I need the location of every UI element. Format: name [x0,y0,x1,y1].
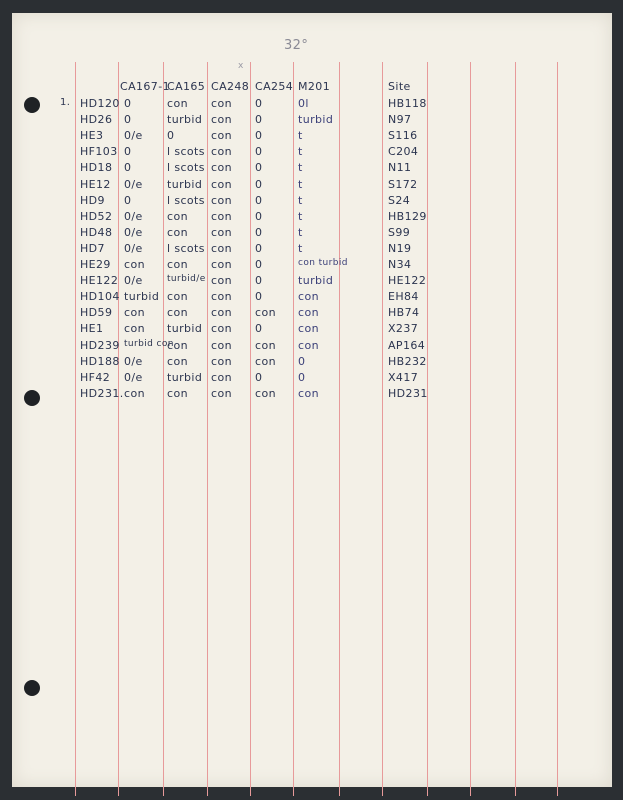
column-rule [207,62,208,796]
result-cell: 0/e [124,274,143,288]
site-cell: HB232 [388,354,427,368]
column-rule [118,62,119,796]
sample-id-cell: HD52 [80,209,113,223]
site-cell: S172 [388,177,418,191]
result-cell: t [298,225,303,239]
result-cell: 0 [124,145,132,159]
sample-id-cell: HE122 [80,274,119,288]
result-cell: 0 [255,113,263,127]
site-cell: AP164 [388,338,426,352]
result-cell: turbid [298,274,334,288]
sample-id-cell: HD188 [80,354,120,368]
result-cell: con [167,290,188,304]
result-cell: t [298,209,303,223]
result-cell: con [211,97,232,110]
result-cell: con [167,306,188,320]
result-cell: 0 [124,113,132,127]
site-cell: N11 [388,161,412,175]
result-cell: con [298,322,319,336]
result-cell: 0/e [124,370,143,384]
result-cell: con [298,290,319,304]
site-cell: X237 [388,322,419,336]
sample-id-cell: HD48 [80,225,113,239]
result-cell: 0 [255,145,263,159]
site-cell: S116 [388,129,418,143]
result-cell: turbid/e [167,274,206,285]
result-cell: 0/e [124,129,143,143]
sample-id-cell: HE1 [80,322,104,336]
result-cell: t [298,193,303,207]
site-cell: N34 [388,258,412,271]
sample-id-cell: HD239 [80,338,120,352]
sample-id-cell: HD120 [80,97,120,110]
column-header: Site [388,80,411,93]
result-cell: con [211,129,232,143]
result-cell: con [124,258,145,271]
result-cell: t [298,129,303,143]
column-header: CA167-1 [120,80,170,93]
result-cell: con [167,209,188,223]
row-number: 1. [60,97,71,108]
result-cell: 0 [298,354,306,368]
column-rule [470,62,471,796]
sample-id-cell: HD26 [80,113,113,127]
result-cell: 0/e [124,209,143,223]
result-cell: con [124,386,145,400]
result-cell: turbid con [124,338,174,349]
site-cell: X417 [388,370,419,384]
result-cell: 0 [255,161,263,175]
result-cell: 0/e [124,177,143,191]
result-cell: con [211,225,232,239]
result-cell: t [298,241,303,255]
sample-id-cell: HD9 [80,193,105,207]
result-cell: 0 [255,322,263,336]
result-cell: 0 [124,161,132,175]
result-cell: con [124,322,145,336]
result-cell: con [298,386,319,400]
site-cell: S99 [388,225,411,239]
result-cell: l scots [167,241,205,255]
site-cell: N19 [388,241,412,255]
result-cell: con [211,145,232,159]
result-cell: 0 [255,209,263,223]
result-cell: con [211,113,232,127]
result-cell: con [211,177,232,191]
result-cell: l scots [167,161,205,175]
result-cell: t [298,145,303,159]
sample-id-cell: HD18 [80,161,113,175]
x-mark: x [238,61,244,71]
column-rule [75,62,76,796]
result-cell: turbid [167,177,203,191]
result-cell: turbid [167,113,203,127]
result-cell: con [211,290,232,304]
result-cell: 0 [255,97,263,110]
column-header: M201 [298,80,331,93]
column-rule [250,62,251,796]
sample-id-cell: HE3 [80,129,104,143]
column-rule [339,62,340,796]
result-cell: con [211,370,232,384]
result-cell: 0/e [124,225,143,239]
result-cell: 0 [255,274,263,288]
site-cell: N97 [388,113,412,127]
result-cell: l scots [167,145,205,159]
sample-id-cell: HD59 [80,306,113,320]
result-cell: con [167,97,188,110]
result-cell: con [167,225,188,239]
result-cell: con [211,241,232,255]
result-cell: con [211,258,232,271]
result-cell: con [211,161,232,175]
result-cell: 0 [255,177,263,191]
result-cell: con turbid [298,258,348,268]
page-number: 32° [284,38,309,53]
result-cell: con [255,386,276,400]
column-header: CA165 [167,80,206,93]
result-cell: 0 [255,258,263,271]
result-cell: con [211,209,232,223]
sample-id-cell: HD104 [80,290,120,304]
result-cell: con [211,306,232,320]
column-rule [382,62,383,796]
site-cell: C204 [388,145,419,159]
result-cell: 0/e [124,354,143,368]
site-cell: HD231 [388,386,428,400]
column-rule [557,62,558,796]
result-cell: 0 [255,193,263,207]
punch-hole [24,680,40,696]
sample-id-cell: HF42 [80,370,111,384]
sample-id-cell: HD231. [80,386,124,400]
site-cell: EH84 [388,290,419,304]
result-cell: 0 [255,241,263,255]
sample-id-cell: HE12 [80,177,111,191]
site-cell: HB74 [388,306,420,320]
result-cell: t [298,177,303,191]
result-cell: turbid [167,322,203,336]
column-rule [293,62,294,796]
result-cell: con [255,306,276,320]
result-cell: con [298,338,319,352]
result-cell: con [167,338,188,352]
result-cell: con [211,274,232,288]
result-cell: turbid [124,290,160,304]
result-cell: 0 [124,193,132,207]
result-cell: con [167,258,188,271]
result-cell: 0 [255,129,263,143]
result-cell: 0l [298,97,309,110]
site-cell: HB129 [388,209,427,223]
result-cell: 0 [255,225,263,239]
sample-id-cell: HE29 [80,258,111,271]
result-cell: con [124,306,145,320]
column-header: CA248 [211,80,250,93]
site-cell: HB118 [388,97,427,110]
column-rule [427,62,428,796]
result-cell: con [211,193,232,207]
sample-id-cell: HD7 [80,241,105,255]
result-cell: 0/e [124,241,143,255]
result-cell: con [255,354,276,368]
result-cell: con [211,386,232,400]
column-header: CA254 [255,80,294,93]
result-cell: l scots [167,193,205,207]
punch-hole [24,390,40,406]
result-cell: 0 [124,97,132,110]
result-cell: con [211,338,232,352]
result-cell: con [255,338,276,352]
site-cell: S24 [388,193,411,207]
result-cell: 0 [298,370,306,384]
result-cell: 0 [167,129,175,143]
column-rule [163,62,164,796]
sample-id-cell: HF103 [80,145,118,159]
result-cell: 0 [255,290,263,304]
result-cell: con [211,354,232,368]
result-cell: con [167,354,188,368]
result-cell: con [167,386,188,400]
result-cell: turbid [298,113,334,127]
column-rule [515,62,516,796]
result-cell: t [298,161,303,175]
result-cell: con [298,306,319,320]
result-cell: con [211,322,232,336]
result-cell: 0 [255,370,263,384]
punch-hole [24,97,40,113]
site-cell: HE122 [388,274,427,288]
result-cell: turbid [167,370,203,384]
